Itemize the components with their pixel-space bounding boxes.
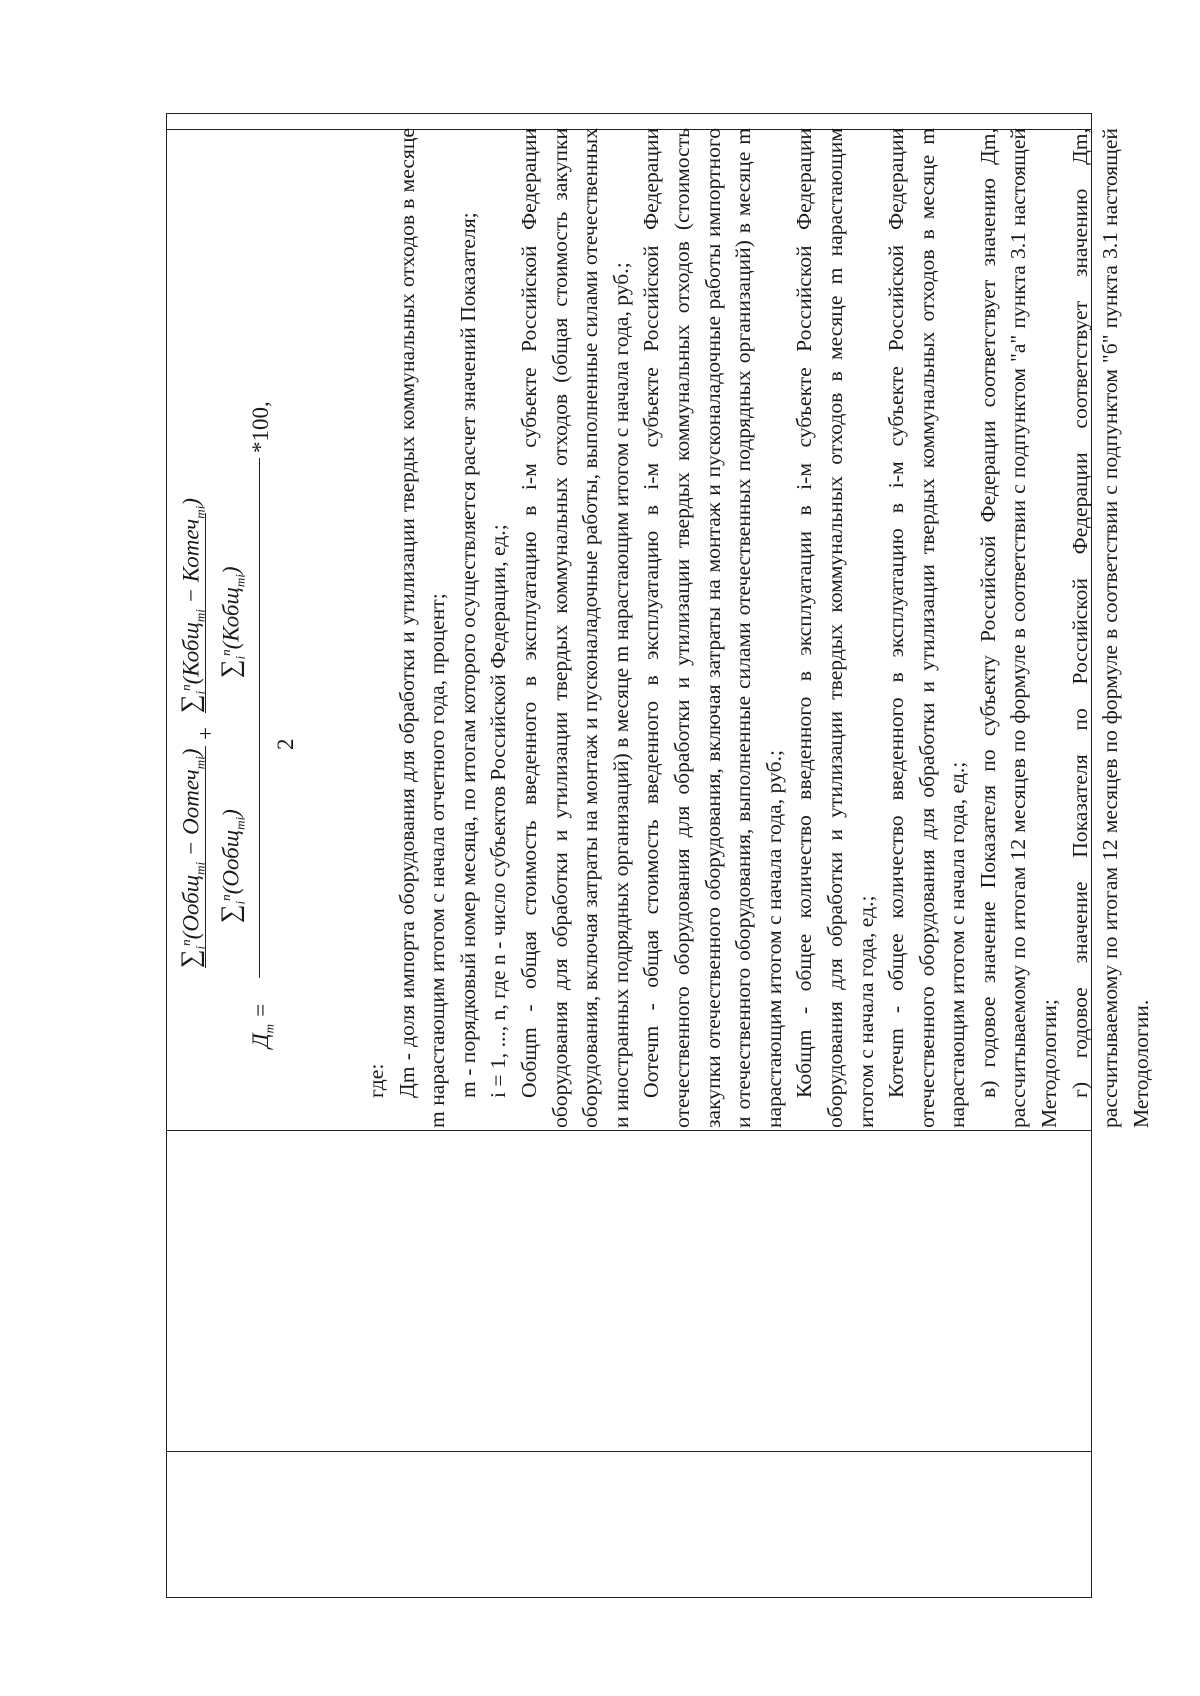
where-label: где:	[364, 1063, 388, 1098]
definition-kotech: Котечm - общее количество введенного в эксплуатацию в i-м субъекте Российской Федерации отечественного оборудования для обработки и утилизации твердых коммунальных отходов в месяце m нарастающим итогом с начала года, ед.;	[884, 128, 970, 1128]
definition-ootech: Oотечm - общая стоимость введенного в эксплуатацию в i-м субъекте Российской Федерации отечественного оборудования для обработки и утилизации твердых коммунальных отходов (стоимость закупки отечественного оборудования, включая затраты на монтаж и пусконаладочные работы импортного и отечественного оборудования, выполненные силами отечественных подрядных организаций) в месяце m нарастающим итогом с начала года, руб.;	[639, 128, 786, 1128]
rotated-page-content	[161, 128, 1153, 1128]
plus-sign: +	[193, 727, 218, 740]
clause-v: в) годовое значение Показателя по субъекту Российской Федерации соответствует значению Дm, рассчитываемому по итогам 12 месяцев по формуле в соответствии с подпунктом "а" пункта 3.1 настоящей Методологии;	[975, 128, 1062, 1128]
denominator-two: 2	[273, 738, 298, 750]
numerator-2: $\sum_i^n(Кобщ_{mi}$ − Котеч$_{mi}$)	[175, 498, 208, 713]
formula-lhs: $Д_m$ =	[248, 1002, 277, 1048]
definition-m: m - порядковый номер месяца, по итогам которого осуществляется расчет значений Показателя;	[455, 212, 480, 1098]
clause-g: г) годовое значение Показателя по Российской Федерации соответствует значению Дm, рассчитываемому по итогам 12 месяцев по формуле в соответствии с подпунктом "б" пункта 3.1 настоящей Методологии.	[1067, 128, 1153, 1128]
denominator-1: $\sum_i^n(Oобщ_{mi})$	[215, 809, 248, 923]
table-rule-middle	[167, 1130, 1091, 1131]
fraction-bar-1	[205, 746, 206, 968]
denominator-2: $\sum_i^n(Кобщ_{mi})$	[215, 566, 248, 678]
share-formula	[161, 128, 361, 1098]
methodology-text	[161, 128, 1153, 1128]
formula-multiplier: *100,	[248, 401, 273, 453]
numerator-1: $\sum_i^n(Oобщ_{mi}$ − Oотеч$_{mi}$)	[175, 748, 208, 968]
fraction-bar-2	[205, 513, 206, 713]
table-rule-lower	[167, 1451, 1091, 1452]
main-fraction-bar	[259, 458, 260, 978]
definition-kobsch: Кобщm - общее количество введенного в эксплуатации в i-м субъекте Российской Федерации оборудования для обработки и утилизации твердых коммунальных отходов в месяце m нарастающим итогом с начала года, ед.;	[792, 128, 878, 1128]
definition-dm: Дm - доля импорта оборудования для обработки и утилизации твердых коммунальных отходов в месяце m нарастающим итогом с начала отчетного года, процент;	[394, 128, 450, 1128]
definition-i: i = 1, ..., n, где n - число субъектов Российской Федерации, ед.;	[486, 524, 511, 1098]
definition-oobsch: Oобщm - общая стоимость введенного в эксплуатацию в i-м субъекте Российской Федерации оборудования для обработки и утилизации твердых коммунальных отходов (общая стоимость закупки оборудования, включая затраты на монтаж и пусконаладочные работы, выполненные силами отечественных и иностранных подрядных организаций) в месяце m нарастающим итогом с начала года, руб.;	[516, 128, 633, 1128]
